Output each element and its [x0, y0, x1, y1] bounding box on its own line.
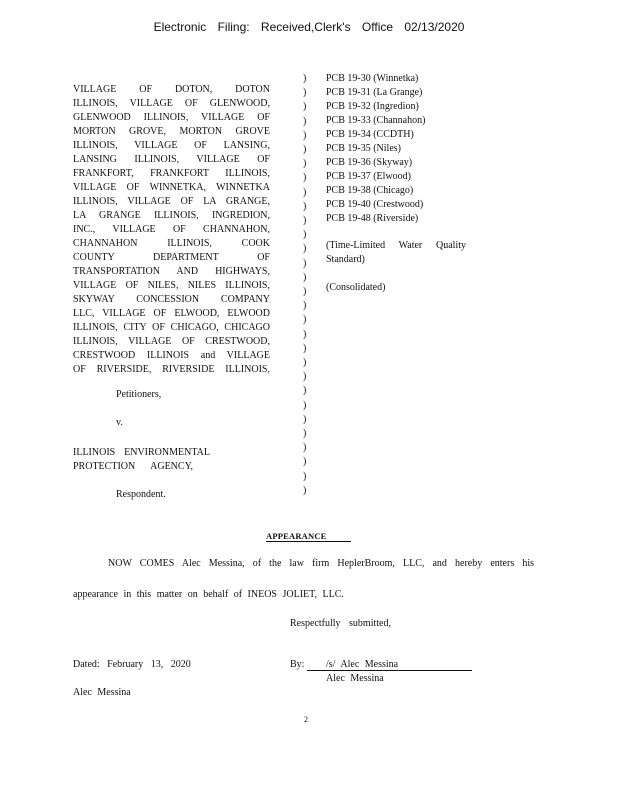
case-number: PCB 19-48 (Riverside)	[326, 213, 419, 224]
caption-line: TRANSPORTATION AND HIGHWAYS,	[73, 266, 270, 277]
signature-line	[307, 670, 472, 671]
standard-line: Standard)	[326, 254, 365, 265]
caption-parenthesis-column	[303, 72, 306, 498]
caption-parenthesis: )	[303, 172, 307, 184]
caption-line: ILLINOIS, VILLAGE OF GLENWOOD,	[73, 98, 270, 109]
caption-parenthesis: )	[303, 115, 307, 127]
caption-line: MORTON GROVE, MORTON GROVE	[73, 126, 270, 137]
caption-parenthesis: )	[303, 186, 307, 198]
caption-line: INC., VILLAGE OF CHANNAHON,	[73, 224, 270, 235]
caption-parenthesis: )	[303, 87, 307, 99]
caption-parenthesis: )	[303, 215, 307, 227]
caption-parenthesis: )	[303, 328, 307, 340]
filing-header: Electronic Filing: Received,Clerk's Office 02/13/2020	[153, 20, 465, 34]
caption-parenthesis: )	[303, 144, 307, 156]
document-title-wrap	[266, 531, 351, 541]
caption-line: CHANNAHON ILLINOIS, COOK	[73, 238, 270, 249]
caption-line: FRANKFORT, FRANKFORT ILLINOIS,	[73, 168, 270, 179]
caption-parenthesis: )	[303, 357, 307, 369]
caption-parenthesis: )	[303, 442, 307, 454]
document-title: APPEARANCE	[266, 531, 351, 542]
case-number: PCB 19-31 (La Grange)	[326, 87, 423, 98]
case-number: PCB 19-35 (Niles)	[326, 143, 401, 154]
caption-parenthesis: )	[303, 101, 307, 113]
respondent-line: PROTECTION AGENCY,	[73, 461, 193, 472]
caption-line: ILLINOIS, VILLAGE OF LANSING,	[73, 140, 270, 151]
caption-parenthesis: )	[303, 428, 307, 440]
respectfully-submitted: Respectfully submitted,	[290, 618, 391, 629]
caption-parenthesis: )	[303, 73, 307, 84]
caption-line: VILLAGE OF DOTON, DOTON	[73, 84, 270, 95]
caption-line: ILLINOIS, CITY OF CHICAGO, CHICAGO	[73, 322, 270, 333]
standard-line: (Time-Limited Water Quality	[326, 240, 466, 251]
body-line: NOW COMES Alec Messina, of the law firm HeplerBroom, LLC, and hereby enters his	[108, 558, 534, 569]
caption-parenthesis: )	[303, 243, 307, 255]
case-number: PCB 19-30 (Winnetka)	[326, 73, 419, 84]
caption-line: VILLAGE OF NILES, NILES ILLINOIS,	[73, 280, 270, 291]
caption-parenthesis: )	[303, 385, 307, 397]
case-number: PCB 19-36 (Skyway)	[326, 157, 413, 168]
caption-line: COUNTY DEPARTMENT OF	[73, 252, 270, 263]
case-number: PCB 19-33 (Channahon)	[326, 115, 426, 126]
respondent-label: Respondent.	[116, 489, 166, 500]
case-number: PCB 19-37 (Elwood)	[326, 171, 411, 182]
body-line: appearance in this matter on behalf of INEOS JOLIET, LLC.	[73, 589, 344, 600]
case-number: PCB 19-32 (Ingredion)	[326, 101, 419, 112]
caption-parenthesis: )	[303, 257, 307, 269]
date-line: Dated: February 13, 2020	[73, 659, 191, 670]
caption-line: LANSING ILLINOIS, VILLAGE OF	[73, 154, 270, 165]
caption-parenthesis: )	[303, 456, 307, 468]
caption-parenthesis: )	[303, 470, 307, 482]
caption-line: ILLINOIS, VILLAGE OF LA GRANGE,	[73, 196, 270, 207]
signature: /s/ Alec Messina	[326, 659, 399, 670]
caption-line: VILLAGE OF WINNETKA, WINNETKA	[73, 182, 270, 193]
respondent-line: ILLINOIS ENVIRONMENTAL	[73, 447, 210, 458]
caption-parenthesis: )	[303, 413, 307, 425]
page-number: 2	[304, 715, 308, 724]
caption-parenthesis: )	[303, 371, 307, 383]
caption-line: SKYWAY CONCESSION COMPANY	[73, 294, 270, 305]
attorney-name: Alec Messina	[73, 687, 131, 698]
caption-parenthesis: )	[303, 300, 307, 312]
caption-parenthesis: )	[303, 286, 307, 298]
case-number: PCB 19-34 (CCDTH)	[326, 129, 414, 140]
signer-name: Alec Messina	[326, 673, 384, 684]
case-number: PCB 19-40 (Crestwood)	[326, 199, 424, 210]
caption-parenthesis: )	[303, 129, 307, 141]
caption-parenthesis: )	[303, 399, 307, 411]
caption-parenthesis: )	[303, 271, 307, 283]
caption-parenthesis: )	[303, 314, 307, 326]
caption-parenthesis: )	[303, 229, 307, 241]
caption-line: GLENWOOD ILLINOIS, VILLAGE OF	[73, 112, 270, 123]
consolidated-label: (Consolidated)	[326, 282, 386, 293]
case-number: PCB 19-38 (Chicago)	[326, 185, 414, 196]
versus-label: v.	[116, 417, 123, 428]
caption-line: CRESTWOOD ILLINOIS and VILLAGE	[73, 350, 270, 361]
petitioners-label: Petitioners,	[116, 389, 162, 400]
caption-line: LLC, VILLAGE OF ELWOOD, ELWOOD	[73, 308, 270, 319]
case-number-list	[326, 72, 425, 226]
caption-parenthesis: )	[303, 342, 307, 354]
caption-parenthesis: )	[303, 200, 307, 212]
caption-line: OF RIVERSIDE, RIVERSIDE ILLINOIS,	[73, 364, 270, 375]
caption-line: ILLINOIS, VILLAGE OF CRESTWOOD,	[73, 336, 270, 347]
caption-parenthesis: )	[303, 484, 307, 496]
caption-line: LA GRANGE ILLINOIS, INGREDION,	[73, 210, 270, 221]
caption-parenthesis: )	[303, 158, 307, 170]
by-label: By:	[290, 659, 305, 670]
